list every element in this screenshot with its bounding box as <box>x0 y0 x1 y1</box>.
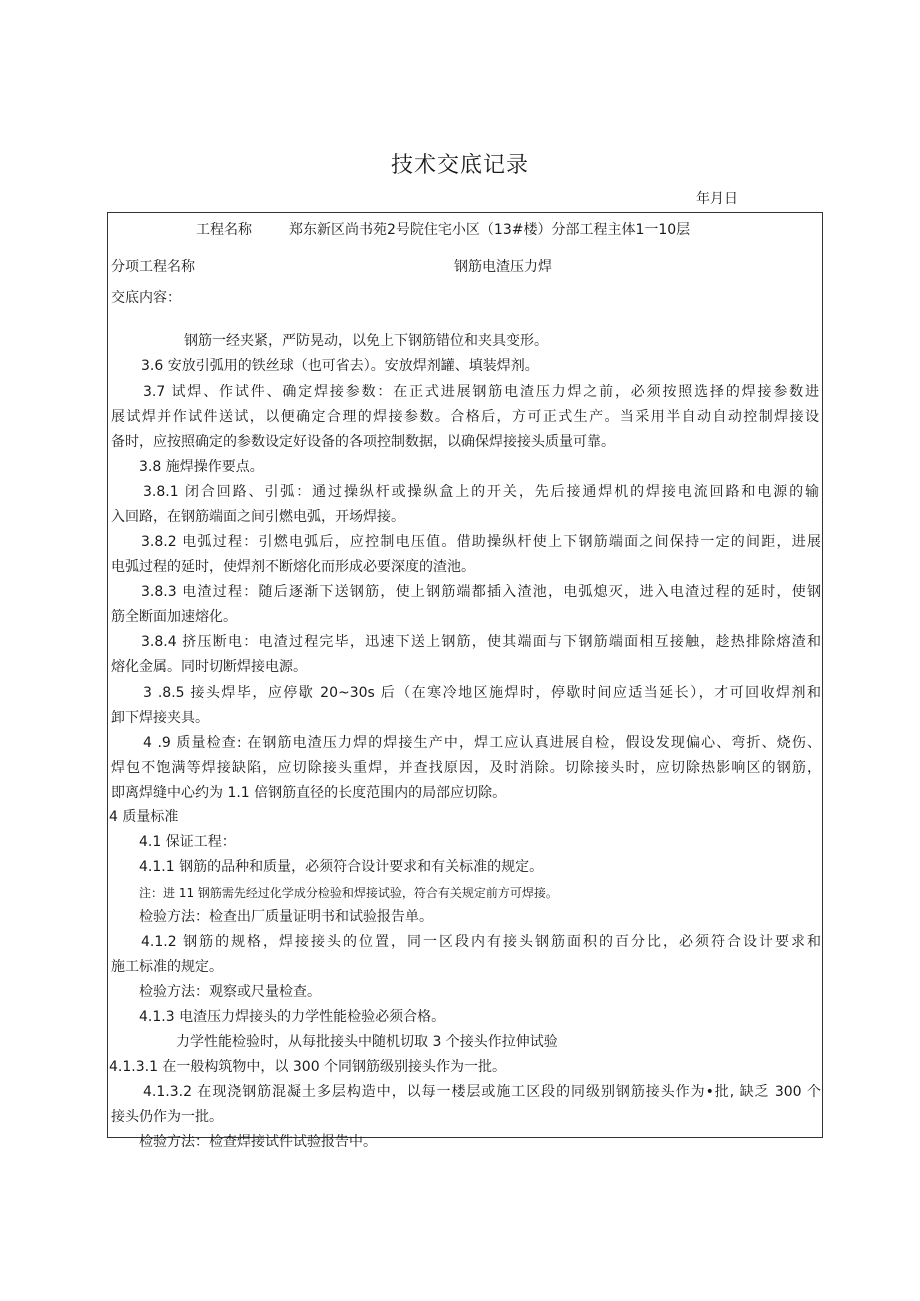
content-line: 4.1 保证工程： <box>139 834 236 850</box>
content-line: 3.8.3 电渣过程：随后逐渐下送钢筋，使上钢筋端都插入渣池，电弧熄灭，进入电渣过程的延时，使钢 <box>141 584 821 600</box>
content-line: 展试焊并作试件送试，以便确定合理的焊接参数。合格后，方可正式生产。当采用半自动自动控制焊接设 <box>111 409 819 425</box>
content-line: 4.1.3.2 在现浇钢筋混凝土多层构造中，以每一楼层或施工区段的同级别钢筋接头作为•批, 缺乏 300 个 <box>143 1084 821 1100</box>
content-line: 施工标准的规定。 <box>111 959 223 975</box>
content-line: 检验方法：观察或尺量检查。 <box>139 984 321 1000</box>
content-line: 筋全断面加速熔化。 <box>111 609 237 625</box>
content-line: 3.7 试焊、作试件、确定焊接参数：在正式进展钢筋电渣压力焊之前，必须按照选择的焊接参数进 <box>143 384 819 400</box>
content-line: 3.8.4 挤压断电：电渣过程完毕，迅速下送上钢筋，使其端面与下钢筋端面相互接触，趁热排除熔渣和 <box>141 634 821 650</box>
content-line: 检验方法：检查焊接试件试验报告中。 <box>139 1134 377 1150</box>
content-line: 焊包不饱满等焊接缺陷，应切除接头重焊，并查找原因，及时消除。切除接头时，应切除热影响区的钢筋， <box>111 760 821 776</box>
project-name-value: 郑东新区尚书苑2号院住宅小区（13#楼）分部工程主体1一10层 <box>289 222 691 238</box>
subproject-name-value: 钢筋电渣压力焊 <box>454 259 552 275</box>
content-line: 入回路，在钢筋端面之间引燃电弧，开场焊接。 <box>111 509 405 525</box>
content-line: 4.1.3.1 在一般构筑物中，以 300 个同钢筋级别接头作为一批。 <box>109 1059 507 1075</box>
project-name-label: 工程名称 <box>196 222 252 238</box>
subproject-name-label: 分项工程名称 <box>111 259 195 275</box>
content-line: 钢筋一经夹紧，严防晃动，以免上下钢筋错位和夹具变形。 <box>184 333 548 349</box>
content-line: 卸下焊接夹具。 <box>111 710 209 726</box>
content-line: 4 .9 质量检查: 在钢筋电渣压力焊的焊接生产中，焊工应认真进展自检，假设发现偏心、弯折、烧伤、 <box>143 735 821 751</box>
content-line: 3.8.2 电弧过程：引燃电弧后，应控制电压值。借助操纵杆使上下钢筋端面之间保持一定的间距，进展 <box>141 534 821 550</box>
content-line: 4.1.1 钢筋的品种和质量，必须符合设计要求和有关标准的规定。 <box>139 859 544 875</box>
date-label: 年月日 <box>696 191 738 207</box>
content-line: 电弧过程的延时，使焊剂不断熔化而形成必要深度的渣池。 <box>111 559 475 575</box>
content-line: 4.1.3 电渣压力焊接头的力学性能检验必须合格。 <box>139 1009 446 1025</box>
content-line: 熔化金属。同时切断焊接电源。 <box>111 659 307 675</box>
document-title: 技术交底记录 <box>390 153 529 178</box>
content-line: 力学性能检验时，从每批接头中随机切取 3 个接头作拉伸试验 <box>176 1034 558 1050</box>
section-heading: 4 质量标准 <box>109 809 179 825</box>
content-line: 接头仍作为一批。 <box>111 1109 223 1125</box>
content-line: 3.6 安放引弧用的铁丝球（也可省去）。安放焊剂罐、填装焊剂。 <box>141 358 539 374</box>
note-line: 注：进 11 钢筋需先经过化学成分检验和焊接试验，符合有关规定前方可焊接。 <box>139 886 558 900</box>
content-line: 检验方法：检查出厂质量证明书和试验报告单。 <box>139 909 433 925</box>
content-label: 交底内容： <box>111 290 181 306</box>
content-line: 即离焊缝中心约为 1.1 倍钢筋直径的长度范围内的局部应切除。 <box>111 785 507 801</box>
content-line: 3 .8.5 接头焊毕，应停歇 20~30s 后（在寒冷地区施焊时，停歇时间应适当延长），才可回收焊剂和 <box>143 685 821 701</box>
content-line: 3.8.1 闭合回路、引弧：通过操纵杆或操纵盒上的开关，先后接通焊机的焊接电流回路和电源的输 <box>143 484 819 500</box>
content-line: 4.1.2 钢筋的规格，焊接接头的位置，同一区段内有接头钢筋面积的百分比，必须符合设计要求和 <box>141 934 821 950</box>
content-line: 备时，应按照确定的参数设定好设备的各项控制数据，以确保焊接接头质量可靠。 <box>111 434 615 450</box>
content-line: 3.8 施焊操作要点。 <box>139 459 264 475</box>
